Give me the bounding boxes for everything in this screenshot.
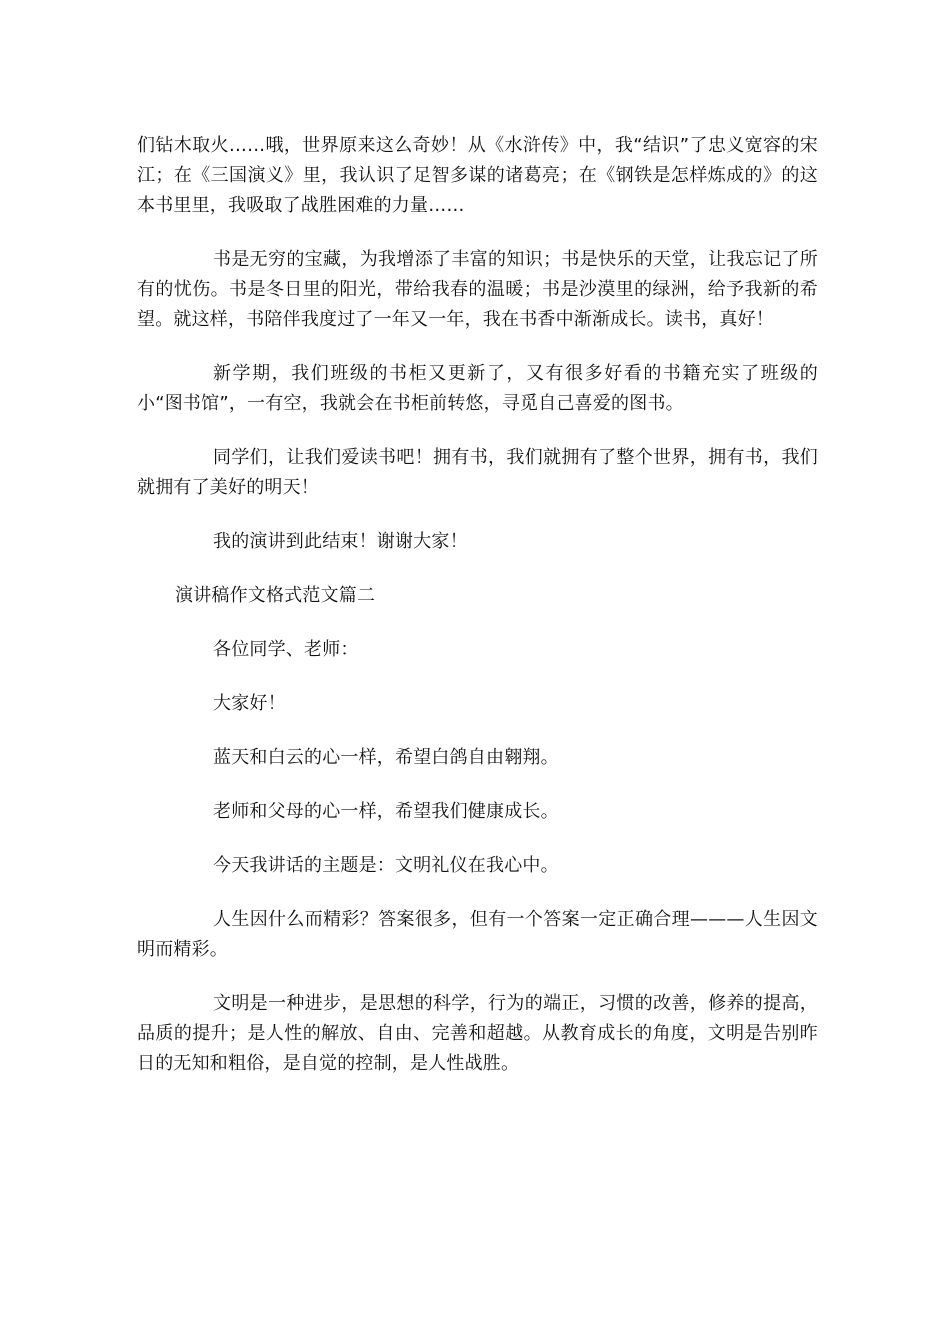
paragraph: 们钻木取火……哦，世界原来这么奇妙！从《水浒传》中，我“结识”了忠义宽容的宋江；在《三国演义》里，我认识了足智多谋的诸葛亮；在《钢铁是怎样炼成的》的这本书里里，我吸取了战胜困难的力量…… bbox=[137, 135, 818, 216]
paragraph: 同学们，让我们爱读书吧！拥有书，我们就拥有了整个世界，拥有书，我们就拥有了美好的明天！ bbox=[137, 447, 818, 498]
paragraph: 大家好！ bbox=[213, 693, 286, 714]
paragraph: 蓝天和白云的心一样，希望白鸽自由翱翔。 bbox=[213, 747, 559, 768]
paragraph: 今天我讲话的主题是：文明礼仪在我心中。 bbox=[213, 855, 559, 876]
document-body bbox=[137, 131, 818, 1103]
paragraph: 各位同学、老师： bbox=[213, 639, 359, 660]
paragraph: 人生因什么而精彩？答案很多，但有一个答案一定正确合理———人生因文明而精彩。 bbox=[137, 909, 818, 960]
paragraph: 新学期，我们班级的书柜又更新了，又有很多好看的书籍充实了班级的小“图书馆”，一有空，我就会在书柜前转悠，寻觅自己喜爱的图书。 bbox=[137, 363, 818, 414]
paragraph: 老师和父母的心一样，希望我们健康成长。 bbox=[213, 801, 559, 822]
paragraph: 我的演讲到此结束！谢谢大家！ bbox=[213, 531, 468, 552]
section-title: 演讲稿作文格式范文篇二 bbox=[175, 585, 376, 606]
paragraph: 文明是一种进步，是思想的科学，行为的端正，习惯的改善，修养的提高，品质的提升；是人性的解放、自由、完善和超越。从教育成长的角度，文明是告别昨日的无知和粗俗，是自觉的控制，是人性战胜。 bbox=[137, 993, 818, 1074]
paragraph: 书是无穷的宝藏，为我增添了丰富的知识；书是快乐的天堂，让我忘记了所有的忧伤。书是冬日里的阳光，带给我春的温暖；书是沙漠里的绿洲，给予我新的希望。就这样，书陪伴我度过了一年又一年，我在书香中渐渐成长。读书，真好！ bbox=[137, 249, 818, 330]
